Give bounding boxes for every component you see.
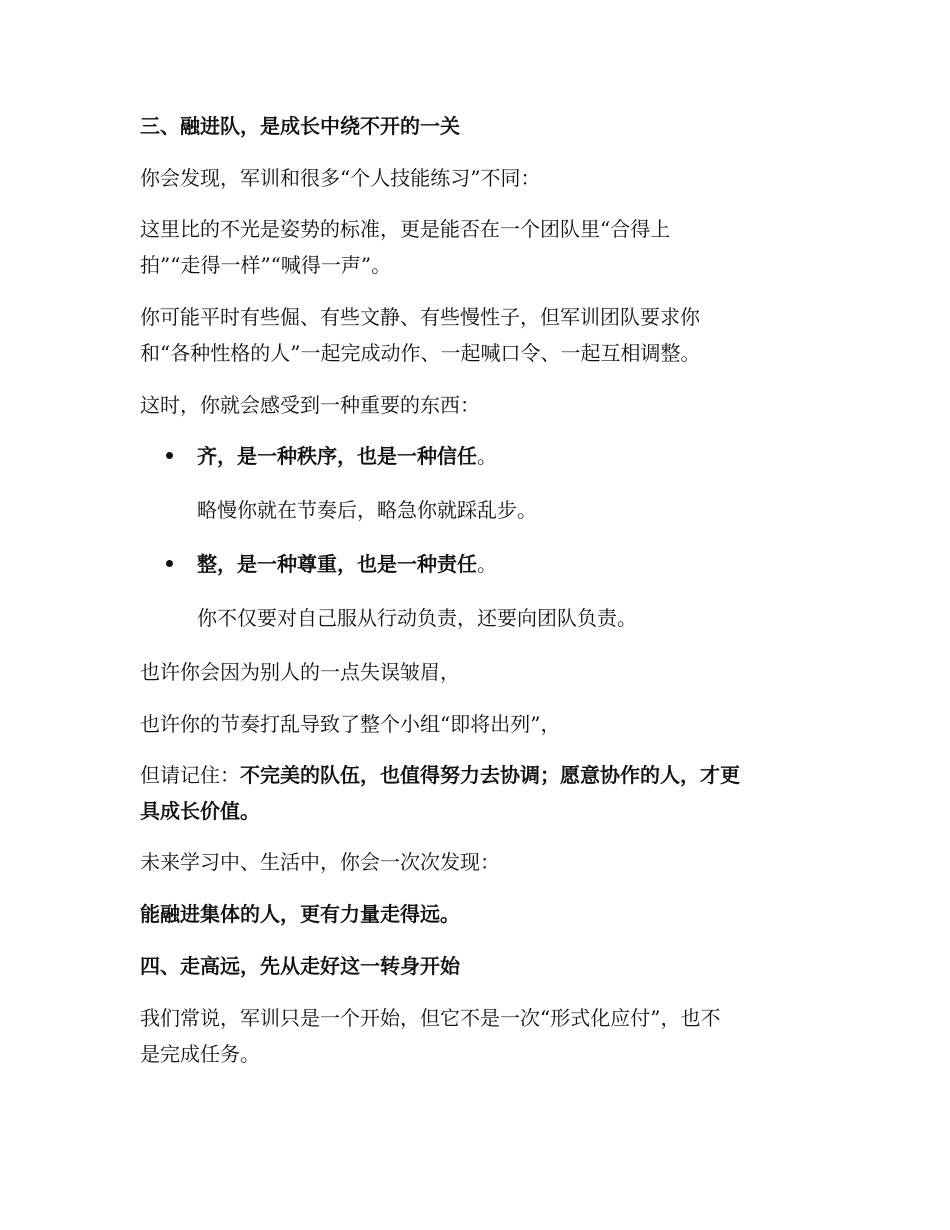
bullet-suffix: 。	[477, 444, 497, 468]
paragraph: 这时，你就会感受到一种重要的东西：	[140, 393, 480, 417]
bullet-item	[197, 550, 497, 578]
bullet-dot-icon	[166, 560, 173, 567]
bullet-item	[197, 442, 497, 470]
paragraph: 也许你的节奏打乱导致了整个小组“即将出列”，	[140, 712, 561, 736]
emphasis-prefix: 但请记住：	[140, 763, 240, 787]
bullet-detail: 略慢你就在节奏后，略急你就踩乱步。	[197, 498, 537, 522]
bullet-detail: 你不仅要对自己服从行动负责，还要向团队负责。	[197, 606, 637, 630]
emphasis-paragraph: 能融进集体的人，更有力量走得远。	[140, 902, 460, 926]
section-heading-4: 四、走高远，先从走好这一转身开始	[140, 954, 460, 978]
paragraph: 也许你会因为别人的一点失误皱眉，	[140, 660, 460, 684]
paragraph-line: 拍”“走得一样”“喊得一声”。	[140, 253, 392, 277]
bullet-title: 整，是一种尊重，也是一种责任	[197, 552, 477, 576]
emphasis-text: 不完美的队伍，也值得努力去协调；愿意协作的人，才更	[240, 763, 740, 787]
emphasis-text-line: 具成长价值。	[140, 799, 260, 823]
section-heading-3: 三、融进队，是成长中绕不开的一关	[140, 114, 460, 138]
paragraph-line: 你可能平时有些倔、有些文静、有些慢性子，但军训团队要求你	[140, 305, 700, 329]
paragraph: 未来学习中、生活中，你会一次次发现：	[140, 850, 500, 874]
paragraph: 你会发现，军训和很多“个人技能练习”不同：	[140, 166, 541, 190]
paragraph-line	[140, 761, 740, 789]
paragraph-line: 和“各种性格的人”一起完成动作、一起喊口令、一起互相调整。	[140, 341, 701, 365]
bullet-title: 齐，是一种秩序，也是一种信任	[197, 444, 477, 468]
bullet-suffix: 。	[477, 552, 497, 576]
paragraph-line: 这里比的不光是姿势的标准，更是能否在一个团队里“合得上	[140, 217, 671, 241]
bullet-dot-icon	[166, 452, 173, 459]
paragraph-line: 我们常说，军训只是一个开始，但它不是一次“形式化应付”，也不	[140, 1006, 721, 1030]
paragraph-line: 是完成任务。	[140, 1042, 260, 1066]
